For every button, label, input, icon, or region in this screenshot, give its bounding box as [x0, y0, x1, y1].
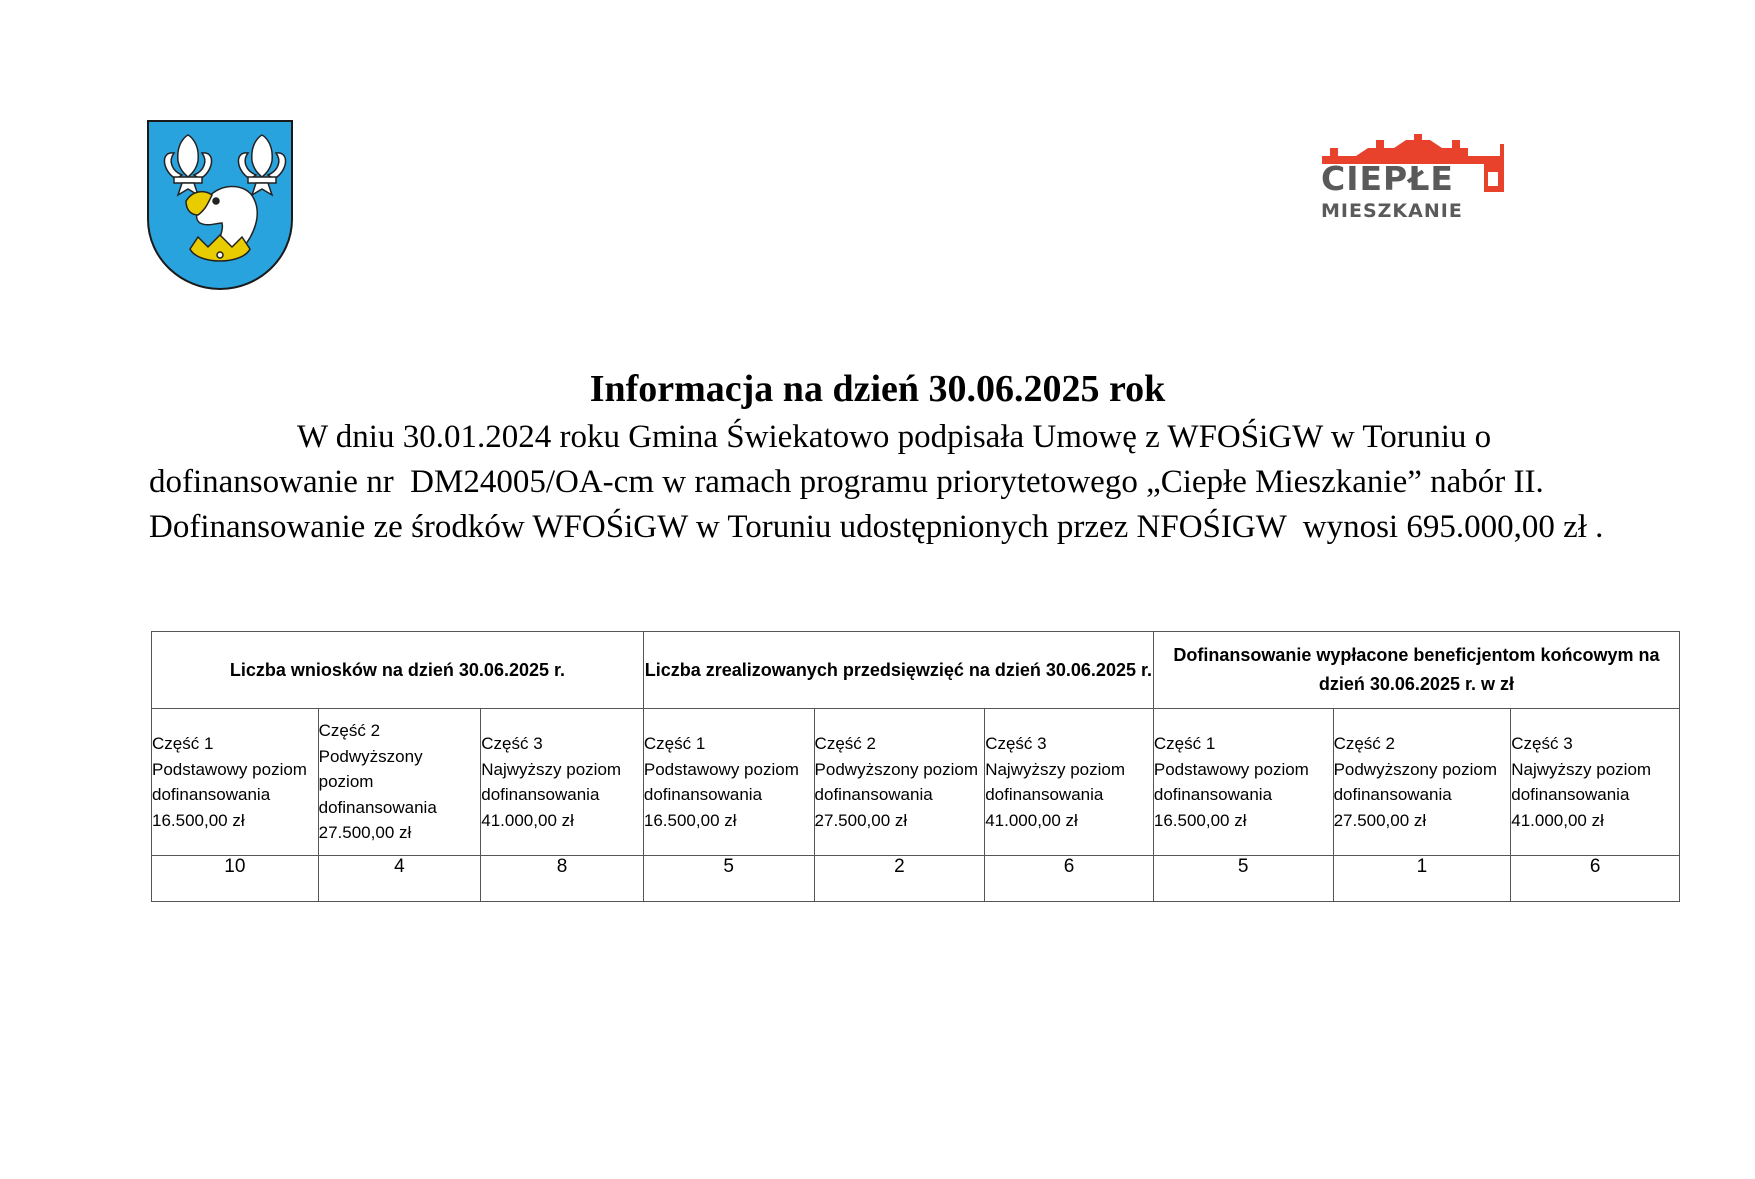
group-header-completed: Liczba zrealizowanych przedsięwzięć na dzień 30.06.2025 r.	[643, 632, 1153, 709]
subheader-cell: Część 2 Podwyższony poziom dofinansowania 27.500,00 zł	[814, 709, 985, 856]
table-cell: 4	[318, 856, 481, 902]
table-cell: 6	[985, 856, 1154, 902]
table-cell: 6	[1511, 856, 1680, 902]
table-cell: 1	[1333, 856, 1511, 902]
summary-table	[151, 631, 1680, 902]
table-cell: 5	[643, 856, 814, 902]
program-logo	[1318, 134, 1504, 226]
program-logo-line1: CIEPŁE	[1321, 159, 1454, 198]
crown-icon	[190, 235, 250, 261]
subheader-cell: Część 1 Podstawowy poziom dofinansowania 16.500,00 zł	[152, 709, 319, 856]
subheader-cell: Część 2 Podwyższony poziom dofinansowania 27.500,00 zł	[1333, 709, 1511, 856]
subheader-cell: Część 1 Podstawowy poziom dofinansowania 16.500,00 zł	[643, 709, 814, 856]
subheader-cell: Część 1 Podstawowy poziom dofinansowania 16.500,00 zł	[1153, 709, 1333, 856]
document-title: Informacja na dzień 30.06.2025 rok	[589, 368, 1166, 410]
subheader-cell: Część 3 Najwyższy poziom dofinansowania 41.000,00 zł	[1511, 709, 1680, 856]
group-header-paid-funding: Dofinansowanie wypłacone beneficjentom końcowym na dzień 30.06.2025 r. w zł	[1153, 632, 1679, 709]
table-cell: 10	[152, 856, 319, 902]
group-header-applications: Liczba wniosków na dzień 30.06.2025 r.	[152, 632, 644, 709]
table-group-header-row	[152, 632, 1680, 709]
coat-of-arms-logo	[146, 119, 294, 291]
program-logo-line2: MIESZKANIE	[1321, 200, 1463, 222]
subheader-cell: Część 3 Najwyższy poziom dofinansowania 41.000,00 zł	[481, 709, 644, 856]
table-cell: 5	[1153, 856, 1333, 902]
table-cell: 8	[481, 856, 644, 902]
table-cell: 2	[814, 856, 985, 902]
subheader-cell: Część 3 Najwyższy poziom dofinansowania 41.000,00 zł	[985, 709, 1154, 856]
subheader-cell: Część 2 Podwyższony poziom dofinansowania 27.500,00 zł	[318, 709, 481, 856]
table-subheader-row	[152, 709, 1680, 856]
table-row	[152, 856, 1680, 902]
document-paragraph: W dniu 30.01.2024 roku Gmina Świekatowo podpisała Umowę z WFOŚiGW w Toruniu o dofinansowanie nr DM24005/OA-cm w ramach programu priorytetowego „Ciepłe Mieszkanie” nabór II. Dofinansowanie ze środków WFOŚiGW w Toruniu udostępnionych przez NFOŚIGW wynosi 695.000,00 zł .	[149, 419, 1604, 545]
